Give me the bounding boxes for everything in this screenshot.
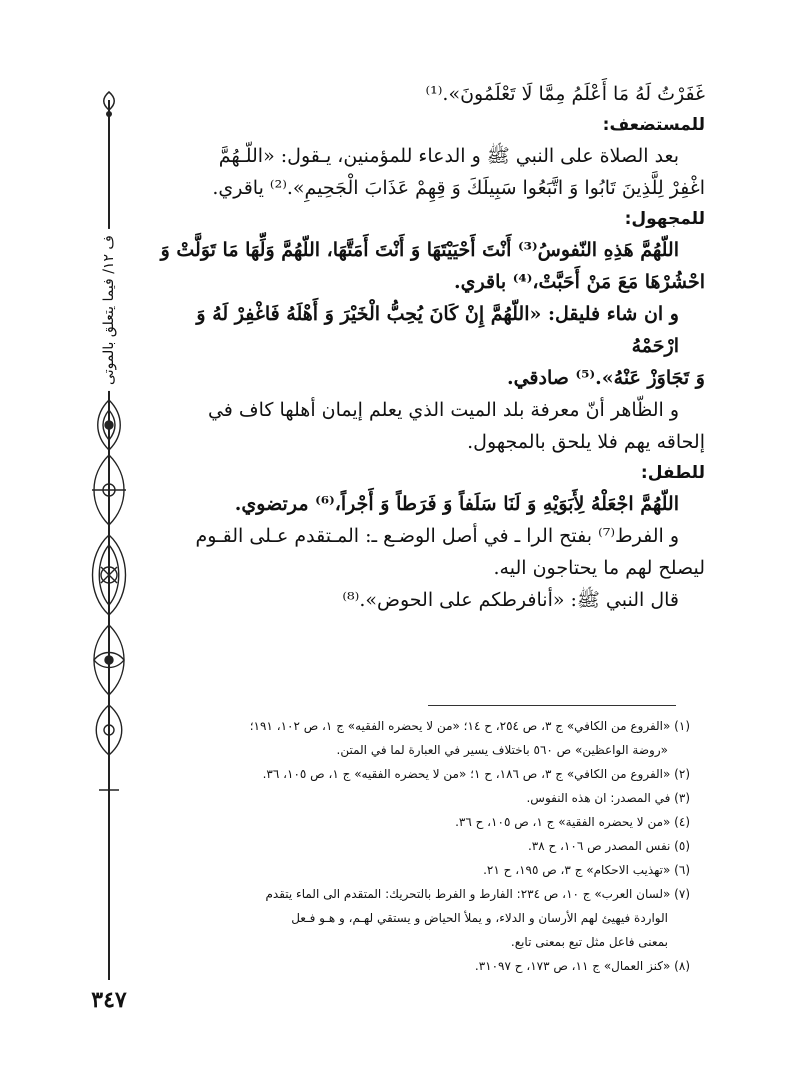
text-line: قال النبي ﷺ: «أنافرطكم على الحوض».⁽⁸⁾: [342, 589, 679, 611]
page-number-box: [92, 970, 126, 1030]
footnotes: [160, 714, 690, 978]
text-line: ليصلح لهم ما يحتاجون اليه.: [493, 557, 705, 579]
main-text: [160, 78, 705, 616]
footnote: (٤) «من لا يحضره الفقية» ج ١، ص ١٠٥، ح ٣٦.: [455, 815, 690, 829]
footnote: (٨) «كنز العمال» ج ١١، ص ١٧٣، ح ٣١٠٩٧.: [474, 959, 690, 973]
running-title-box: [84, 215, 134, 405]
footnote: (٧) «لسان العرب» ج ١٠، ص ٢٣٤: الفارط و الفرط بالتحريك: المتقدم الى الماء يتقدم: [265, 887, 690, 901]
footnote-continuation: الواردة فيهيئ لهم الأرسان و الدلاء، و يملأ الحياض و يستقي لهـم، و هـو فـعل: [291, 911, 668, 925]
page-number: ٣٤٧: [91, 987, 127, 1013]
text-line: و ان شاء فليقل: «اللّهُمَّ إِنْ كَانَ يُحِبُّ الْخَيْرَ وَ أَهْلَهُ فَاغْفِرْ لَهُ وَ ارْحَمْهُ: [196, 303, 679, 357]
top-flourish-icon: [84, 90, 134, 120]
footnote: (١) «الفروع من الكافي» ج ٣، ص ٢٥٤، ح ١٤؛ «من لا يحضره الفقيه» ج ١، ص ١٠٢، ١٩١؛: [249, 719, 690, 733]
footnote: (٢) «الفروع من الكافي» ج ٣، ص ١٨٦، ح ١؛ «من لا يحضره الفقيه» ج ١، ص ١٠٥، ٣٦.: [262, 767, 690, 781]
text-line: إلحاقه يهم فلا يلحق بالمجهول.: [467, 431, 705, 453]
text-line: اغْفِرْ لِلَّذِينَ تَابُوا وَ اتَّبَعُوا سَبِيلَكَ وَ قِهِمْ عَذَابَ الْجَحِيمِ».⁽²⁾ ياقري.: [212, 177, 705, 199]
text-line: و الفرط⁽⁷⁾ بفتح الرا ـ في أصل الوضـع ـ: المـتقدم عـلى القـوم: [195, 525, 679, 547]
text-line: و الظّاهر أنّ معرفة بلد الميت الذي يعلم إيمان أهلها كاف في: [207, 399, 679, 421]
footnote: (٣) في المصدر: ان هذه النفوس.: [526, 791, 690, 805]
section-heading: للمستضعف:: [602, 115, 705, 135]
section-heading: للطفل:: [640, 463, 705, 483]
ornamental-margin: [84, 90, 134, 1013]
footnote: (٥) نفس المصدر ص ١٠٦، ح ٣٨.: [527, 839, 690, 853]
text-line: اللّهُمَّ هَذِهِ النّفوسُ⁽³⁾ أَنْتَ أَحْيَيْتَهَا وَ أَنْتَ أَمَتَّهَا، اللّهُمَّ وَلِّهَا مَا تَوَلَّتْ وَ: [160, 239, 679, 261]
footnote-separator: [428, 705, 676, 706]
section-heading: للمجهول:: [624, 209, 705, 229]
text-line: اللّهُمَّ اجْعَلْهُ لِأَبَوَيْهِ وَ لَنَا سَلَفاً وَ فَرَطاً وَ أَجْراً،⁽⁶⁾ مرتضوي.: [234, 493, 679, 515]
running-title: ف ١٢/ فيما يتعلق بالموتى: [101, 229, 117, 391]
floral-ornament-icon: [84, 395, 134, 825]
text-line: بعد الصلاة على النبي ﷺ و الدعاء للمؤمنين، يـقول: «اللّـهُمَّ: [218, 145, 679, 167]
text-line: وَ تَجَاوَزْ عَنْهُ».⁽⁵⁾ صادقي.: [506, 367, 705, 389]
footnote-continuation: بمعنى فاعل مثل تبع بمعنى تابع.: [510, 935, 668, 949]
text-line: غَفَرْتُ لَهُ مَا أَعْلَمُ مِمَّا لَا تَعْلَمُونَ».⁽¹⁾: [425, 83, 705, 105]
text-line: احْشُرْهَا مَعَ مَنْ أَحَبَّتْ،⁽⁴⁾ باقري.: [454, 271, 705, 293]
footnote-continuation: «روضة الواعظين» ص ٥٦٠ باختلاف يسير في العبارة لما في المتن.: [336, 743, 668, 757]
footnote: (٦) «تهذيب الاحكام» ج ٣، ص ١٩٥، ح ٢١.: [483, 863, 690, 877]
